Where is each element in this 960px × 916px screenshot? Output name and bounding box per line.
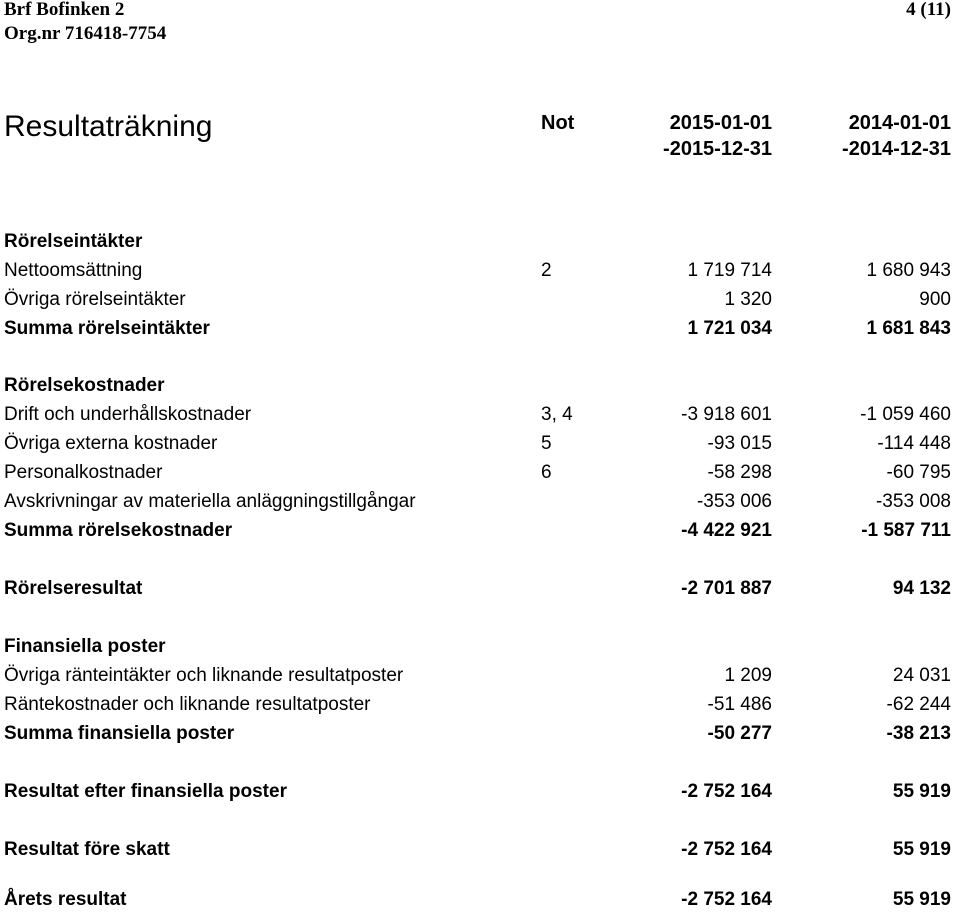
row-value-2014: 55 919	[892, 781, 951, 802]
result-before-tax-row	[0, 835, 960, 864]
period-2014-start: 2014-01-01	[848, 112, 951, 134]
row-value-2015: -2 701 887	[681, 578, 772, 599]
table-row	[0, 256, 960, 285]
row-label: Personalkostnader	[4, 462, 163, 483]
row-value-2014: 1 680 943	[866, 260, 951, 281]
row-value-2014: 94 132	[892, 578, 951, 599]
table-row	[0, 487, 960, 516]
row-value-2015: -353 006	[696, 491, 772, 512]
section-heading-operating-income	[0, 227, 960, 256]
subtotal-row	[0, 719, 960, 748]
page-title: Resultaträkning	[4, 110, 213, 143]
operating-result-row	[0, 574, 960, 603]
row-label: Övriga ränteintäkter och liknande resultatposter	[4, 665, 404, 686]
row-value-2014: -353 008	[875, 491, 951, 512]
row-label: Räntekostnader och liknande resultatposter	[4, 694, 371, 715]
row-label: Övriga rörelseintäkter	[4, 289, 186, 310]
row-value-2015: -50 277	[707, 723, 772, 744]
period-2014-end: -2014-12-31	[842, 138, 951, 160]
table-row	[0, 400, 960, 429]
row-value-2014: 1 681 843	[866, 318, 951, 339]
row-value-2014: 24 031	[892, 665, 951, 686]
row-label: Resultat före skatt	[4, 839, 170, 860]
row-value-2014: -1 059 460	[860, 404, 951, 425]
subtotal-row	[0, 516, 960, 545]
row-label: Drift och underhållskostnader	[4, 404, 252, 425]
row-label: Nettoomsättning	[4, 260, 143, 281]
row-value-2015: 1 320	[724, 289, 772, 310]
period-2015-start: 2015-01-01	[669, 112, 772, 134]
row-value-2014: -1 587 711	[861, 520, 951, 541]
row-value-2014: 55 919	[892, 889, 951, 910]
row-label: Övriga externa kostnader	[4, 433, 218, 454]
row-label: Rörelsekostnader	[4, 375, 165, 396]
row-value-2014: -60 795	[886, 462, 951, 483]
row-label: Summa rörelseintäkter	[4, 318, 210, 339]
row-value-2015: 1 719 714	[687, 260, 772, 281]
row-label: Resultat efter finansiella poster	[4, 781, 287, 802]
period-2015-end: -2015-12-31	[663, 138, 772, 160]
subtotal-row	[0, 314, 960, 343]
section-heading-operating-expenses	[0, 371, 960, 400]
row-note: 2	[541, 260, 552, 281]
row-value-2015: -93 015	[707, 433, 772, 454]
table-row	[0, 429, 960, 458]
row-value-2015: -2 752 164	[681, 889, 772, 910]
row-value-2015: -58 298	[707, 462, 772, 483]
table-row	[0, 661, 960, 690]
row-value-2015: -2 752 164	[681, 781, 772, 802]
row-value-2014: -62 244	[886, 694, 951, 715]
section-heading-financial-items	[0, 632, 960, 661]
row-label: Rörelseresultat	[4, 578, 143, 599]
row-label: Årets resultat	[4, 889, 127, 910]
table-row	[0, 458, 960, 487]
period-2014-header	[842, 110, 951, 162]
row-label: Rörelseintäkter	[4, 231, 143, 252]
row-note: 6	[541, 462, 552, 483]
period-2015-header	[663, 110, 772, 162]
note-column-header: Not	[541, 112, 575, 134]
row-label: Finansiella poster	[4, 636, 166, 657]
row-note: 3, 4	[541, 404, 573, 425]
row-value-2015: 1 209	[724, 665, 772, 686]
row-value-2015: 1 721 034	[687, 318, 772, 339]
table-row	[0, 690, 960, 719]
net-result-row	[0, 885, 960, 914]
row-label: Summa finansiella poster	[4, 723, 235, 744]
org-name: Brf Bofinken 2	[4, 0, 125, 20]
row-value-2014: 55 919	[892, 839, 951, 860]
row-label: Avskrivningar av materiella anläggningstillgångar	[4, 491, 416, 512]
page-number: 4 (11)	[906, 0, 951, 20]
org-number: Org.nr 716418-7754	[4, 23, 167, 44]
row-label: Summa rörelsekostnader	[4, 520, 233, 541]
row-value-2015: -3 918 601	[681, 404, 772, 425]
row-value-2015: -2 752 164	[681, 839, 772, 860]
row-note: 5	[541, 433, 552, 454]
row-value-2015: -4 422 921	[681, 520, 772, 541]
result-after-financial-items-row	[0, 777, 960, 806]
row-value-2015: -51 486	[707, 694, 772, 715]
row-value-2014: 900	[919, 289, 951, 310]
row-value-2014: -114 448	[877, 433, 951, 454]
table-row	[0, 285, 960, 314]
row-value-2014: -38 213	[886, 723, 951, 744]
organization-header	[4, 0, 166, 46]
